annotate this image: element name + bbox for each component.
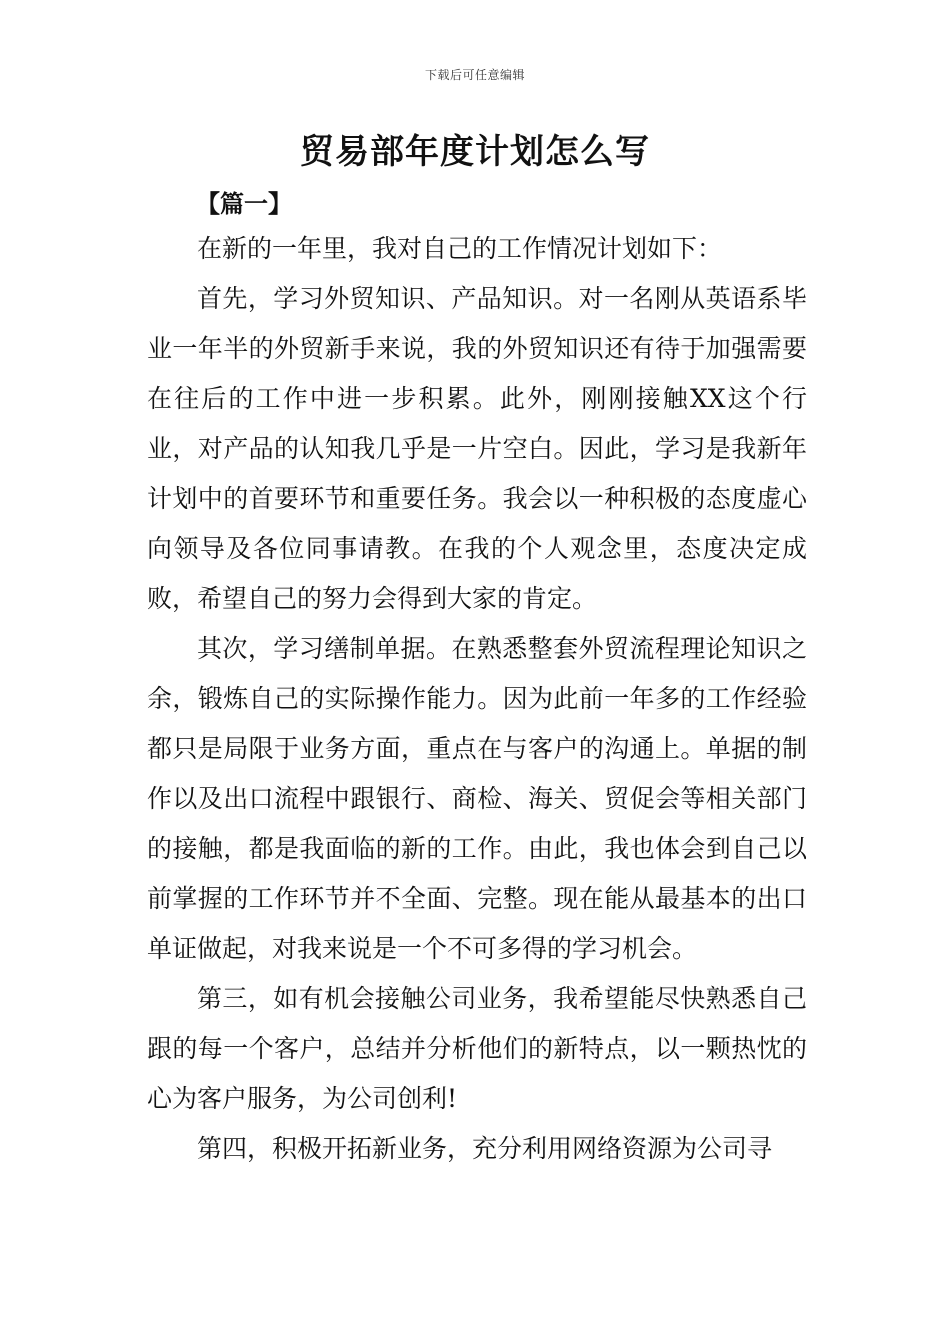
- section-label: 【篇一】: [196, 190, 292, 218]
- document-title: 贸易部年度计划怎么写: [300, 132, 650, 172]
- paragraph-first: 首先，学习外贸知识、产品知识。对一名刚从英语系毕业一年半的外贸新手来说，我的外贸知识还有待于加强需要在往后的工作中进一步积累。此外，刚刚接触XX这个行业，对产品的认知我几乎是一片空白。因此，学习是我新年计划中的首要环节和重要任务。我会以一种积极的态度虚心向领导及各位同事请教。在我的个人观念里，态度决定成败，希望自己的努力会得到大家的肯定。: [147, 284, 807, 613]
- paragraph-fourth: 第四，积极开拓新业务，充分利用网络资源为公司寻: [197, 1134, 773, 1163]
- paragraph-third: 第三，如有机会接触公司业务，我希望能尽快熟悉自己跟的每一个客户，总结并分析他们的新特点，以一颗热忱的心为客户服务，为公司创利!: [147, 984, 807, 1113]
- header-note: 下载后可任意编辑: [424, 68, 525, 82]
- paragraph-second: 其次，学习缮制单据。在熟悉整套外贸流程理论知识之余，锻炼自己的实际操作能力。因为此前一年多的工作经验都只是局限于业务方面，重点在与客户的沟通上。单据的制作以及出口流程中跟银行、商检、海关、贸促会等相关部门的接触，都是我面临的新的工作。由此，我也体会到自己以前掌握的工作环节并不全面、完整。现在能从最基本的出口单证做起，对我来说是一个不可多得的学习机会。: [147, 634, 807, 963]
- body-text: [147, 224, 807, 1174]
- paragraph-intro: 在新的一年里，我对自己的工作情况计划如下：: [197, 234, 723, 263]
